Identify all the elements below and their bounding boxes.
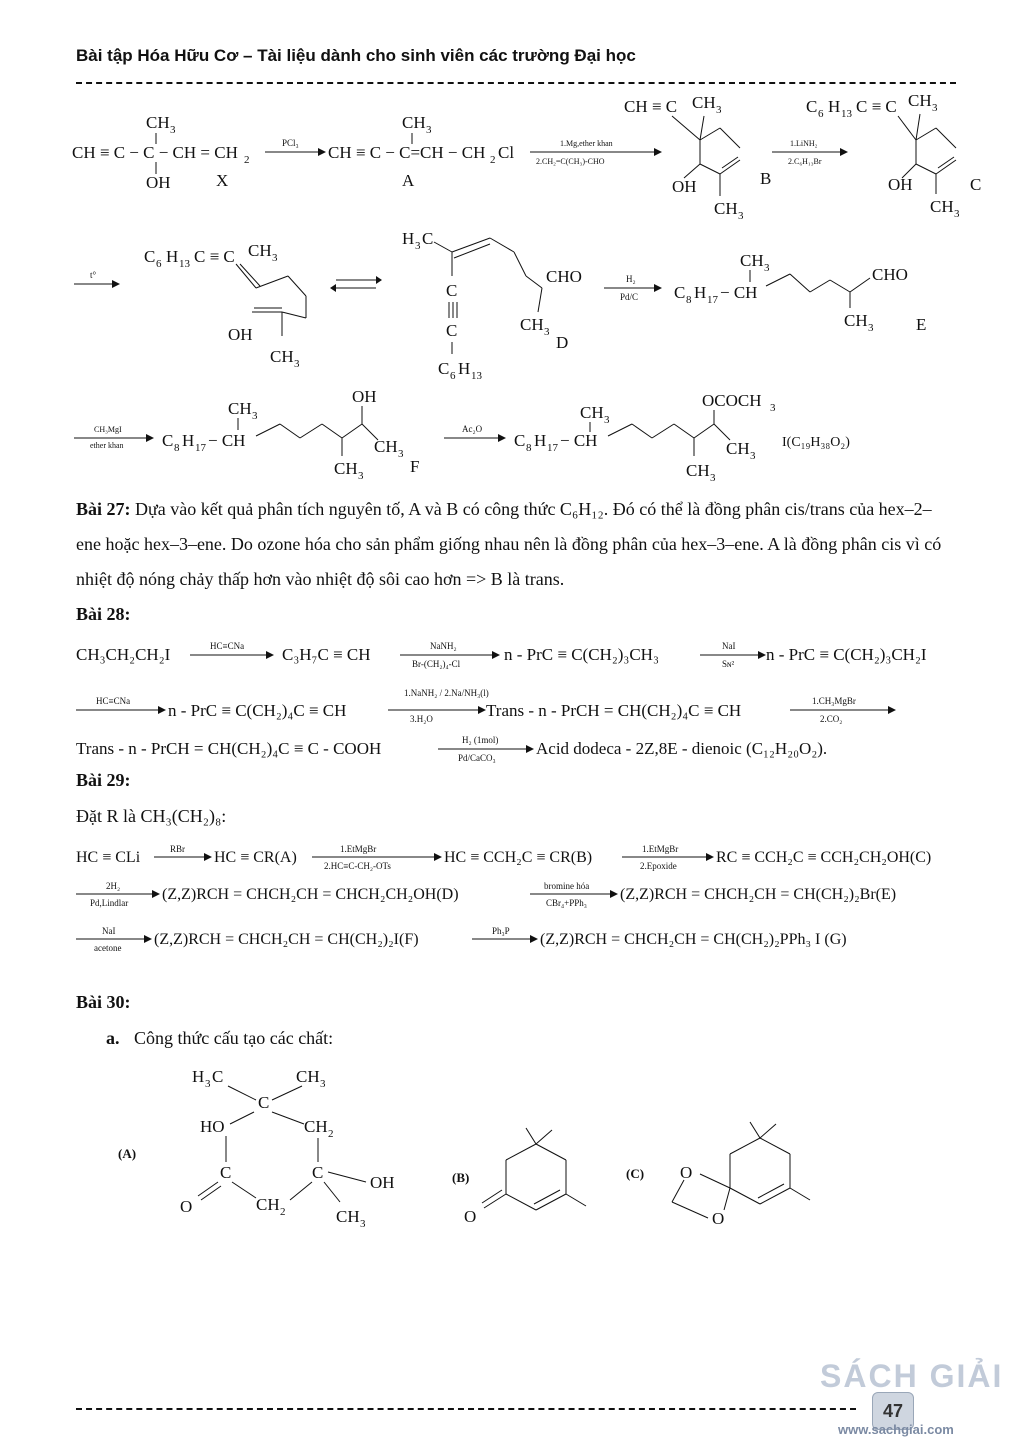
svg-text:C: C [422,229,434,248]
svg-text:C: C [162,431,174,450]
bai29-r2-reag1b: Pd,Lindlar [90,898,129,908]
label-F: F [410,457,420,476]
svg-text:OH: OH [146,173,171,192]
svg-text:CH: CH [844,311,868,330]
bai29-r2-reag1a: 2H₂ [106,881,121,891]
watermark-brand: SÁCH GIẢI [820,1358,1004,1394]
bai28-r0-reag3b: Sɴ² [722,659,735,669]
bai28-r0-reag2b: Br-(CH₂)₄-Cl [412,659,461,669]
svg-text:OH: OH [672,177,697,196]
svg-text:2: 2 [490,154,496,166]
page-number: 47 [872,1392,914,1430]
svg-text:3: 3 [205,1078,211,1090]
svg-text:2: 2 [244,154,250,166]
bai29-scheme [70,836,990,966]
bai29-r1-reag2b: 2.HC≡C-CH₂-OTs [324,861,391,871]
label-struct-B: (B) [452,1170,470,1185]
svg-text:2: 2 [280,1206,286,1218]
label-B: B [760,169,772,188]
bai29-intro: Đặt R là CH₃(CH₂)₈: [76,806,227,826]
bai28-r1-reag1: HC≡CNa [96,696,131,706]
svg-text:CH: CH [930,197,954,216]
bai28-r2-start: Trans - n - PrCH = CH(CH₂)₄C ≡ C - COOH [76,739,382,758]
svg-text:− CH: − CH [560,431,598,450]
bai28-r2-reag2: Pd/CaCO₃ [458,753,496,763]
bai29-r1-reag1: RBr [170,844,186,854]
svg-text:CH ≡ C − C=CH − CH: CH ≡ C − C=CH − CH [328,143,486,162]
svg-text:H: H [402,229,415,248]
reagent-c6h13br: 2.C₆H₁₃Br [788,157,822,166]
svg-text:CHO: CHO [546,267,582,286]
bai28-r1-reag2a: 1.NaNH₂ / 2.Na/NH₃(l) [404,688,489,698]
bai28-r0-reag2a: NaNH₂ [430,641,457,651]
svg-text:O: O [464,1207,477,1226]
svg-text:Cl: Cl [498,143,515,162]
svg-text:CH: CH [304,1117,328,1136]
svg-text:CH: CH [248,241,272,260]
svg-text:3: 3 [544,326,550,338]
bai29-r1-d: RC ≡ CCH₂C ≡ CCH₂CH₂OH(C) [716,849,932,866]
svg-text:3: 3 [320,1078,326,1090]
svg-text:3: 3 [358,470,364,482]
svg-text:OH: OH [888,175,913,194]
svg-text:O: O [712,1209,725,1228]
svg-text:C: C [220,1163,232,1182]
svg-text:2: 2 [328,1128,334,1140]
svg-text:CH: CH [686,461,710,480]
svg-text:CH: CH [334,459,358,478]
bai27-text: Dựa vào kết quả phân tích nguyên tố, A và B có công thức C₆H₁₂. Đó có thể là đồng phân cis/trans của hex–2–ene hoặc hex–3–ene. Do ozone hóa cho sản phẩm giống nhau nên là đồng phân của hex–3–ene. A là đồng phân cis vì có nhiệt độ nóng chảy thấp hơn vào nhiệt độ sôi cao hơn => B là trans. [76,499,942,589]
reagent-pdc: Pd/C [620,292,639,302]
svg-text:C: C [514,431,526,450]
svg-text:3: 3 [272,252,278,264]
svg-text:CH: CH [270,347,294,366]
footer-divider [76,1408,856,1410]
svg-text:C: C [446,281,458,300]
bai28-r1-p1: n - PrC ≡ C(CH₂)₄C ≡ CH [168,701,347,720]
svg-text:3: 3 [294,358,300,370]
bai29-r3-p2: (Z,Z)RCH = CHCH₂CH = CH(CH₂)₂PPh₃ I (G) [540,931,847,948]
svg-text:3: 3 [415,240,421,252]
bai30-item-a [106,1028,333,1049]
svg-text:H: H [458,359,471,378]
reagent-pcl3: PCl₃ [282,138,299,148]
bai28-r1-reag2b: 3.H₂O [410,714,433,724]
svg-text:OCOCH: OCOCH [702,391,762,410]
svg-text:O: O [680,1163,693,1182]
svg-text:CH: CH [908,91,932,110]
svg-text:C ≡ C: C ≡ C [856,97,897,116]
svg-text:HO: HO [200,1117,225,1136]
label-C: C [970,175,982,194]
bai29-r3-reag2: Ph₃P [492,926,510,936]
svg-text:8: 8 [526,442,532,454]
svg-text:8: 8 [686,294,692,306]
bai28-r2-reag1: H₂ (1mol) [462,735,499,745]
svg-text:3: 3 [252,410,258,422]
watermark-url: www.sachgiai.com [838,1422,954,1437]
svg-text:3: 3 [170,124,176,136]
svg-text:CH: CH [714,199,738,218]
svg-text:C: C [144,247,156,266]
svg-text:17: 17 [707,294,718,306]
svg-text:3: 3 [764,262,770,274]
bai30-item-a-marker: a. [106,1028,120,1048]
svg-text:CH: CH [336,1207,360,1226]
svg-text:CHO: CHO [872,265,908,284]
bai29-r2-reag2b: CBr₄+PPh₃ [546,898,587,908]
svg-text:C: C [212,1067,224,1086]
svg-text:6: 6 [156,258,162,270]
bai28-r2-product: Acid dodeca - 2Z,8E - dienoic (C₁₂H₂₀O₂). [536,739,828,758]
svg-text:17: 17 [547,442,558,454]
bai28-title: Bài 28: [76,604,131,624]
bai29-r3-p1: (Z,Z)RCH = CHCH₂CH = CH(CH₂)₂I(F) [154,931,419,948]
svg-text:3: 3 [398,448,404,460]
scheme-line-2 [60,226,990,386]
reagent-heat: t° [90,270,97,280]
page-header: Bài tập Hóa Hữu Cơ – Tài liệu dành cho sinh viên các trường Đại học [76,46,636,65]
svg-text:CH: CH [726,439,750,458]
svg-text:3: 3 [710,472,716,484]
svg-text:3: 3 [604,414,610,426]
svg-text:C: C [806,97,818,116]
svg-text:OH: OH [352,387,377,406]
svg-text:3: 3 [932,102,938,114]
svg-text:CH: CH [520,315,544,334]
svg-text:3: 3 [750,450,756,462]
bai29-r1-a: HC ≡ CLi [76,849,141,866]
svg-text:CH: CH [256,1195,280,1214]
bai28-r1-reag3b: 2.CO₂ [820,714,843,724]
svg-text:C: C [674,283,686,302]
svg-text:H: H [534,431,547,450]
bai29-r2-p2: (Z,Z)RCH = CHCH₂CH = CH(CH₂)₂Br(E) [620,886,897,903]
reagent-ch3mgi: CH₃MgI [94,425,122,434]
reagent-ac2o: Ac₂O [462,424,483,434]
svg-text:3: 3 [770,402,776,414]
svg-text:3: 3 [360,1218,366,1230]
svg-text:OH: OH [370,1173,395,1192]
svg-text:3: 3 [716,104,722,116]
svg-text:H: H [182,431,195,450]
svg-text:8: 8 [174,442,180,454]
bai29-r3-reag1b: acetone [94,943,122,953]
bai28-r0-reag3a: NaI [722,641,736,651]
svg-text:13: 13 [471,370,482,382]
svg-text:− CH: − CH [720,283,758,302]
bai29-r3-reag1a: NaI [102,926,116,936]
label-struct-A: (A) [118,1146,137,1161]
bai28-r1-reag3a: 1.CH₃MgBr [812,696,856,706]
svg-text:C: C [258,1093,270,1112]
bai28-scheme [70,630,970,775]
label-A: A [402,171,415,190]
bai30-structures [100,1058,820,1258]
bai28-r0-p2: n - PrC ≡ C(CH₂)₃CH₃ [504,645,659,664]
label-struct-C: (C) [626,1166,645,1181]
svg-text:H: H [828,97,841,116]
svg-text:CH: CH [146,113,170,132]
label-E: E [916,315,927,334]
svg-text:CH ≡ C − C − CH = CH: CH ≡ C − C − CH = CH [72,143,238,162]
header-divider [76,82,956,84]
reagent-methacrolein: 2.CH₂=C(CH₃)-CHO [536,157,605,166]
bai29-r1-reag2a: 1.EtMgBr [340,844,377,854]
scheme-line-1 [60,88,990,228]
reagent-mg: 1.Mg,ether khan [560,139,613,148]
svg-text:13: 13 [179,258,190,270]
svg-text:CH: CH [228,399,252,418]
bai28-r0-reag1: HC≡CNa [210,641,245,651]
svg-text:CH: CH [740,251,764,270]
bai28-r0-p3: n - PrC ≡ C(CH₂)₃CH₂I [766,645,927,664]
scheme-line-3 [60,384,990,494]
svg-text:H: H [694,283,707,302]
bai29-r1-reag3b: 2.Epoxide [640,861,677,871]
product-I-formula: I(C₁₉H₃₈O₂) [782,435,850,450]
bai29-r1-b: HC ≡ CR(A) [214,849,297,866]
svg-text:H: H [166,247,179,266]
svg-text:CH: CH [296,1067,320,1086]
svg-text:CH ≡ C: CH ≡ C [624,97,678,116]
bai29-r2-p1: (Z,Z)RCH = CHCH₂CH = CHCH₂CH₂OH(D) [162,886,459,903]
svg-text:C: C [438,359,450,378]
reagent-linh2: 1.LiNH₂ [790,139,818,148]
svg-text:CH: CH [580,403,604,422]
svg-text:H: H [192,1067,205,1086]
bai29-r1-c: HC ≡ CCH₂C ≡ CR(B) [444,849,593,866]
bai27-paragraph [76,492,946,597]
svg-text:CH: CH [402,113,426,132]
svg-text:3: 3 [738,210,744,222]
label-X: X [216,171,229,190]
svg-text:CH: CH [374,437,398,456]
svg-text:− CH: − CH [208,431,246,450]
svg-text:C: C [312,1163,324,1182]
reagent-h2: H₂ [626,274,636,284]
svg-text:17: 17 [195,442,206,454]
svg-text:3: 3 [954,208,960,220]
svg-text:CH: CH [692,93,716,112]
label-D: D [556,333,569,352]
svg-text:13: 13 [841,108,852,120]
bai29-r2-reag2a: bromine hóa [544,881,590,891]
bai28-r0-p1: C₃H₇C ≡ CH [282,645,371,664]
bai28-r1-p2: Trans - n - PrCH = CH(CH₂)₄C ≡ CH [486,701,742,720]
svg-text:3: 3 [426,124,432,136]
reagent-ether: ether khan [90,441,124,450]
bai29-title: Bài 29: [76,770,131,790]
svg-text:C ≡ C: C ≡ C [194,247,235,266]
svg-text:O: O [180,1197,193,1216]
svg-text:6: 6 [450,370,456,382]
bai27-title: Bài 27: [76,499,131,519]
svg-text:3: 3 [868,322,874,334]
bai28-r0-start: CH₃CH₂CH₂I [76,645,171,664]
bai30-item-a-text: Công thức cấu tạo các chất: [134,1028,334,1048]
svg-text:C: C [446,321,458,340]
svg-text:6: 6 [818,108,824,120]
bai29-r1-reag3a: 1.EtMgBr [642,844,679,854]
svg-text:OH: OH [228,325,253,344]
bai30-title: Bài 30: [76,992,131,1012]
